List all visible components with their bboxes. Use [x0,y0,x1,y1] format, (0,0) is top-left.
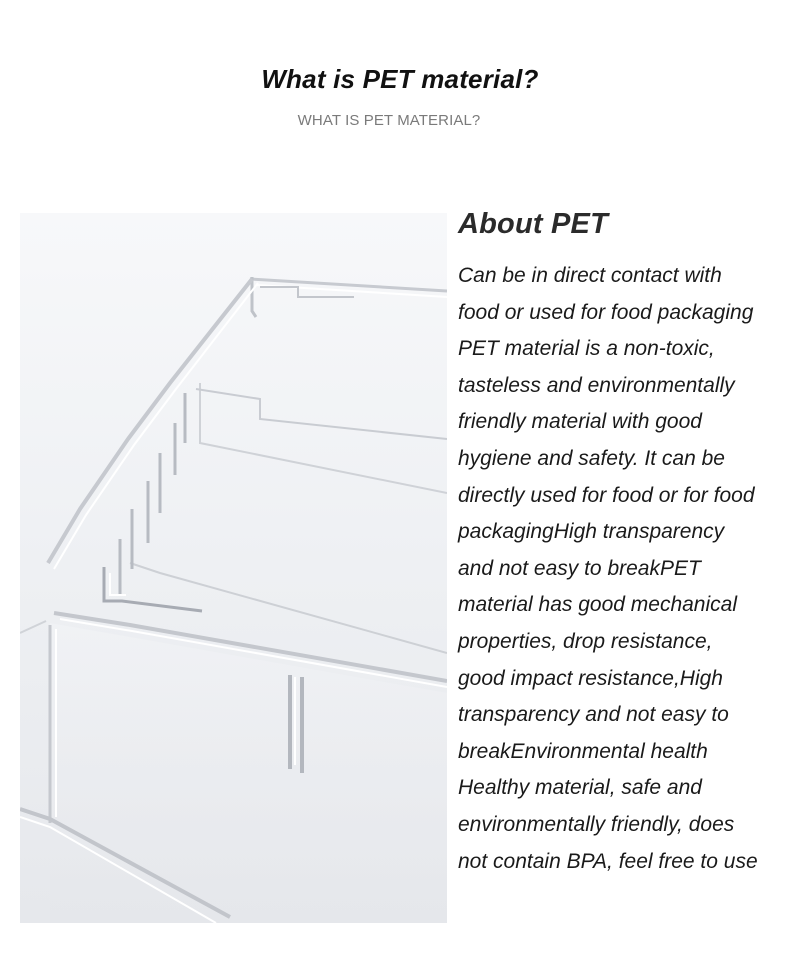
transparent-box-illustration [20,213,447,923]
description-line: good impact resistance,High [458,666,723,690]
description-line: Healthy material, safe and [458,776,702,800]
description-line: directly used for food or for food [458,483,755,507]
description-line: material has good mechanical [458,593,737,617]
description-line: packagingHigh transparency [458,520,725,544]
description-line: PET material is a non-toxic, [458,337,715,361]
description-line: Can be in direct contact with [458,264,722,287]
page-subtitle: WHAT IS PET MATERIAL? [297,112,481,129]
description-line: transparency and not easy to [458,703,729,727]
description-line: properties, drop resistance, [458,629,713,653]
description-line: and not easy to breakPET [458,556,701,580]
description-line: tasteless and environmentally [458,373,735,397]
description-line: environmentally friendly, does [458,812,735,836]
about-description [458,258,800,880]
description-line: friendly material with good [458,410,702,434]
about-heading: About PET [458,208,609,240]
product-photo [20,213,447,923]
description-line: not contain BPA, feel free to use [458,849,758,873]
description-line: breakEnvironmental health [458,739,708,763]
description-line: food or used for food packaging [458,300,754,324]
page-title: What is PET material? [261,64,539,94]
description-line: hygiene and safety. It can be [458,446,725,470]
